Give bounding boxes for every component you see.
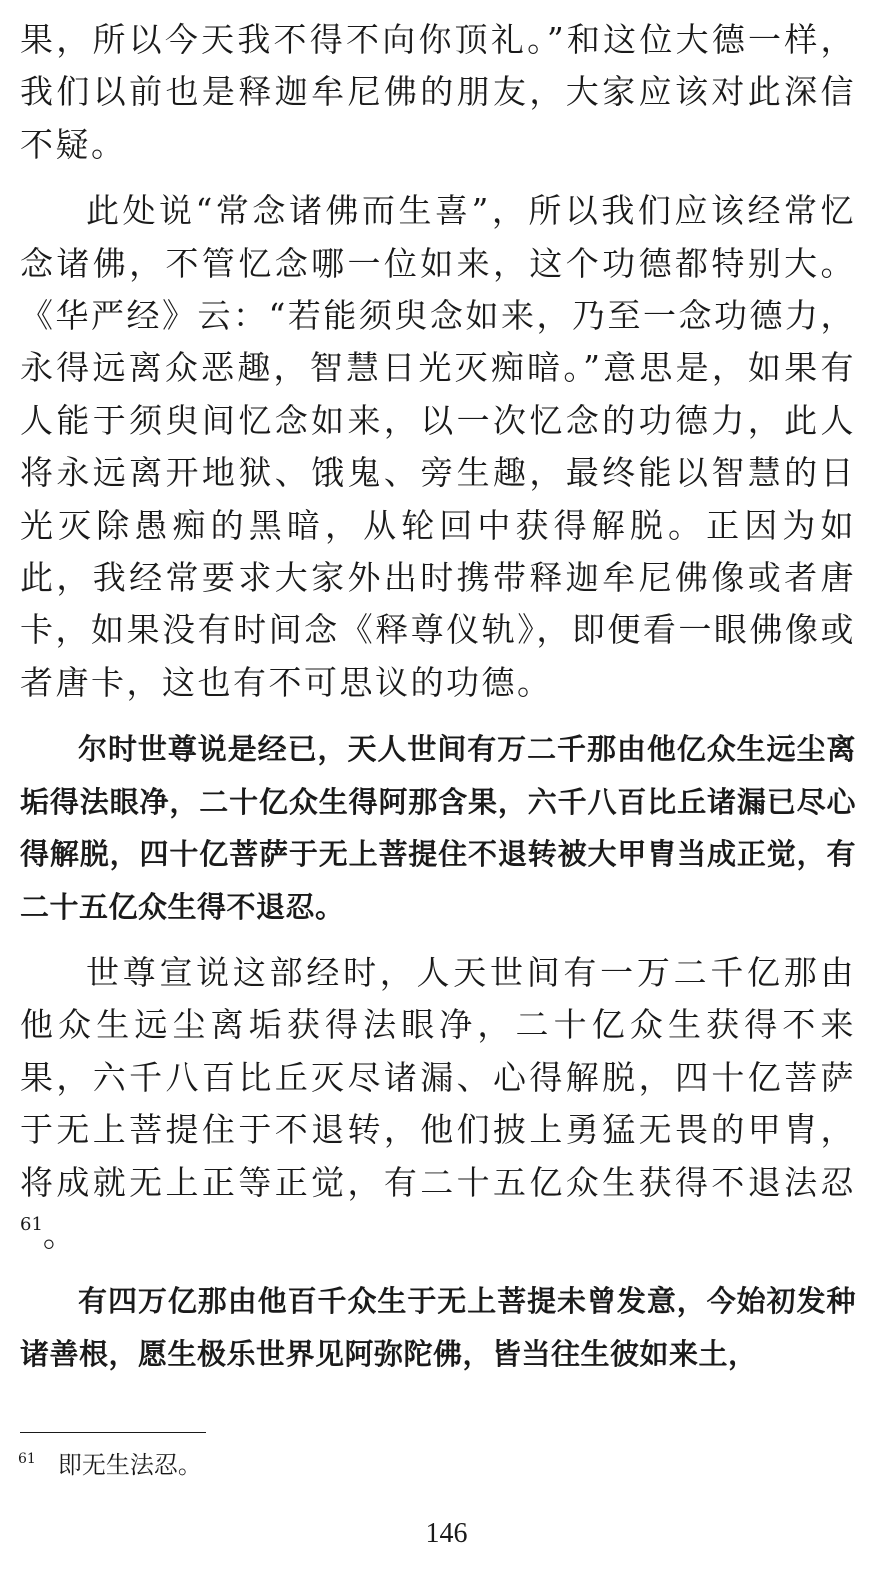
footnote-reference[interactable]: 61 (20, 1213, 43, 1235)
footnote (18, 1448, 202, 1486)
sutra-paragraph-1: 尔时世尊说是经已，天人世间有万二千那由他亿众生远尘离垢得法眼净，二十亿众生得阿那含果，六千八百比丘诸漏已尽心得解脱，四十亿菩萨于无上菩提住不退转被大甲胄当成正觉，有二十五亿众生得不退忍。 (20, 732, 856, 924)
sutra-paragraph-2: 有四万亿那由他百千众生于无上菩提未曾发意，今始初发种诸善根，愿生极乐世界见阿弥陀佛，皆当往生彼如来土， (20, 1284, 856, 1371)
commentary-paragraph-3-text: 世尊宣说这部经时，人天世间有一万二千亿那由他众生远尘离垢获得法眼净，二十亿众生获得不来果，六千八百比丘灭尽诸漏、心得解脱，四十亿菩萨于无上菩提住于不退转，他们披上勇猛无畏的甲胄，将成就无上正等正觉，有二十五亿众生获得不退法忍 (20, 952, 856, 1202)
commentary-paragraph-1: 果，所以今天我不得不向你顶礼。”和这位大德一样，我们以前也是释迦牟尼佛的朋友，大家应该对此深信不疑。 (20, 20, 856, 164)
page-body (20, 14, 856, 1380)
commentary-paragraph-2: 此处说“常念诸佛而生喜”，所以我们应该经常忆念诸佛，不管忆念哪一位如来，这个功德都特别大。《华严经》云：“若能须臾念如来，乃至一念功德力，永得远离众恶趣，智慧日光灭痴暗。”意思是，如果有人能于须臾间忆念如来，以一次忆念的功德力，此人将永远离开地狱、饿鬼、旁生趣，最终能以智慧的日光灭除愚痴的黑暗，从轮回中获得解脱。正因为如此，我经常要求大家外出时携带释迦牟尼佛像或者唐卡，如果没有时间念《释尊仪轨》，即便看一眼佛像或者唐卡，这也有不可思议的功德。 (20, 191, 856, 702)
footnote-text: 即无生法忍。 (57, 1451, 202, 1479)
commentary-paragraph-3-end: 。 (42, 1214, 79, 1254)
footnote-number: 61 (18, 1451, 36, 1467)
commentary-paragraph-3 (20, 947, 856, 1261)
page-number: 146 (425, 1518, 468, 1549)
footnote-divider (20, 1432, 206, 1433)
